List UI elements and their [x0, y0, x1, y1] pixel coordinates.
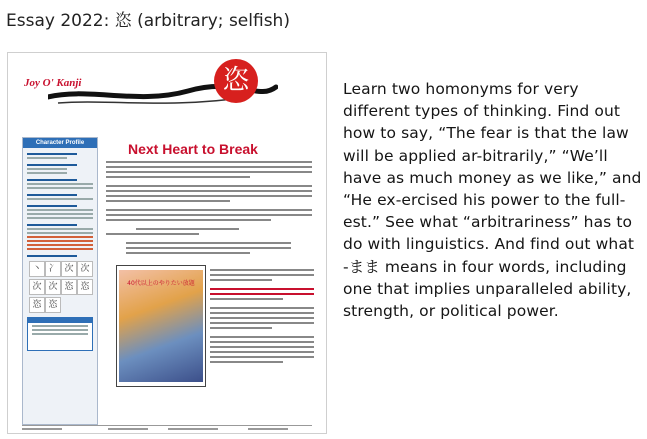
- stroke-cell: 恣: [45, 297, 61, 313]
- page-title: Essay 2022: 恣 (arbitrary; selfish): [6, 11, 290, 31]
- sidebar-title: Character Profile: [23, 138, 97, 148]
- stroke-cell: 恣: [61, 279, 77, 295]
- logo: Joy O' Kanji: [24, 77, 82, 89]
- essay-heading: Next Heart to Break: [128, 141, 258, 157]
- stroke-cell: 丶: [29, 261, 45, 277]
- essay-body-text: [106, 161, 312, 261]
- stroke-cell: 恣: [29, 297, 45, 313]
- stroke-cell: 次: [45, 279, 61, 295]
- essay-description: Learn two homonyms for very different types of thinking. Find out how to say, “The fear is that the law will be applied ar-bitrarily,” “We’ll have as much money as we like,” and “He ex-ercised his power to the full-est.” See what “arbitrariness” has to do with linguistics. And find out what -まま means in four words, including one that implies unparalleled ability, strength, or political power.: [343, 80, 642, 321]
- stroke-order-grid: [29, 261, 91, 313]
- thumbnail-header: [8, 53, 326, 137]
- stroke-cell: 次: [29, 279, 45, 295]
- read-all-box: [27, 317, 93, 351]
- essay-thumbnail[interactable]: [7, 52, 327, 434]
- character-profile-sidebar: [22, 137, 98, 425]
- essay-right-column: [210, 269, 314, 366]
- stroke-cell: 恣: [77, 279, 93, 295]
- illustration-caption: 40代以上のやりたい放題: [127, 280, 195, 287]
- stroke-cell: 次: [61, 261, 77, 277]
- kanji-emblem: 恣: [214, 59, 258, 103]
- stroke-cell: 次: [77, 261, 93, 277]
- manga-illustration: [116, 265, 206, 387]
- stroke-cell: 冫: [45, 261, 61, 277]
